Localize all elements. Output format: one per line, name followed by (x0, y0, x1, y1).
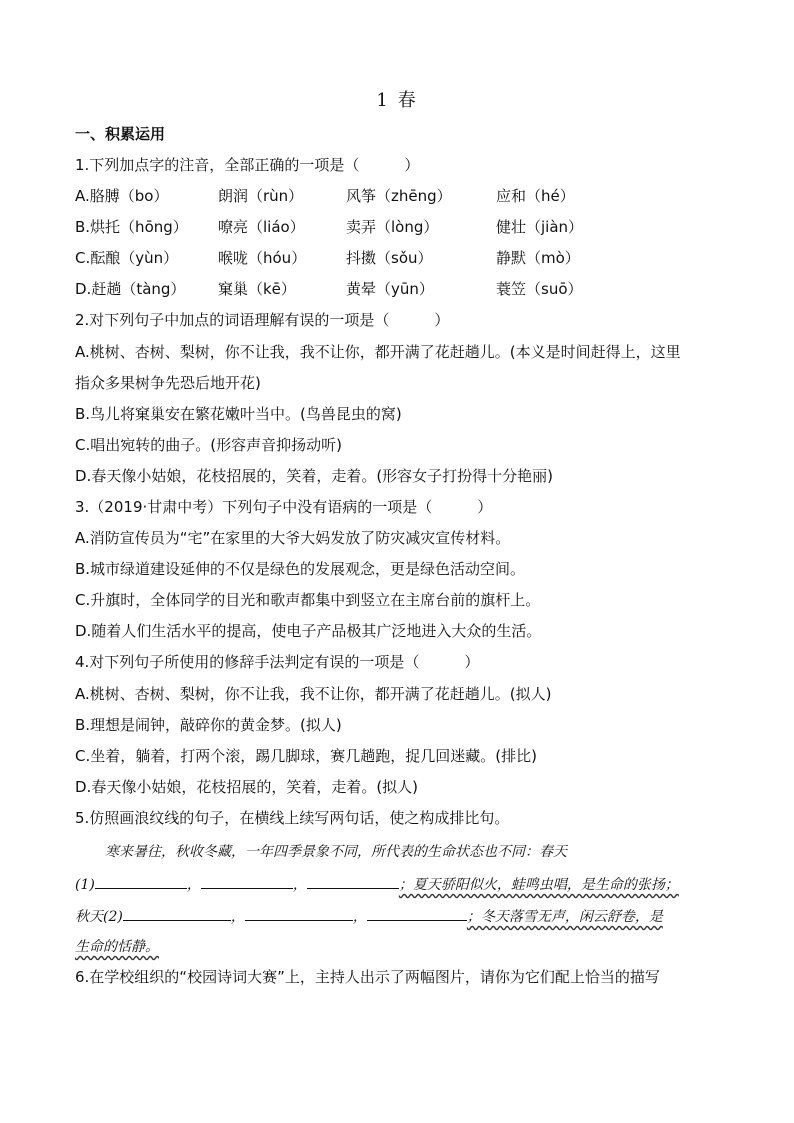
comma: ， (186, 877, 201, 893)
q5-passage-line3 (75, 905, 663, 927)
q2-option-c: C.唱出宛转的曲子。(形容声音抑扬动听) (75, 436, 342, 454)
q5-passage-line2 (75, 873, 679, 895)
q2-option-b: B.鸟儿将窠巢安在繁花嫩叶当中。(鸟兽昆虫的窝) (75, 405, 402, 423)
q5-blank-2-label: 秋天(2) (75, 909, 123, 925)
q1-option-a-2: 朗润（rùn） (218, 187, 304, 205)
q3-option-a: A.消防宣传员为“宅”在家里的大爷大妈发放了防灾减灾宣传材料。 (75, 529, 511, 547)
q2-option-a-line1: A.桃树、杏树、梨树，你不让我，我不让你，都开满了花赶趟儿。(本义是时间赶得上，这里 (75, 343, 681, 361)
q4-option-d: D.春天像小姑娘，花枝招展的，笑着，走着。(拟人) (75, 778, 419, 796)
q1-option-a-1: A.胳膊（bo） (75, 187, 169, 205)
answer-blank-2a[interactable] (123, 905, 231, 921)
q2-option-d: D.春天像小姑娘，花枝招展的，笑着，走着。(形容女子打扮得十分艳丽) (75, 467, 554, 485)
q1-option-a-4: 应和（hé） (496, 187, 575, 205)
question-2-stem: 2.对下列句子中加点的词语理解有误的一项是（ ） (75, 311, 450, 329)
q1-option-a-3: 风筝（zhēng） (346, 187, 452, 205)
q3-option-d: D.随着人们生活水平的提高，使电子产品极其广泛地进入大众的生活。 (75, 622, 542, 640)
q1-option-b-1: B.烘托（hōng） (75, 218, 188, 236)
q1-option-d-2: 窠巢（kē） (218, 280, 296, 298)
q2-option-a-line2: 指众多果树争先恐后地开花) (75, 374, 261, 392)
answer-blank-2c[interactable] (367, 905, 467, 921)
q1-option-d-4: 蓑笠（suō） (496, 280, 583, 298)
q1-option-d-3: 黄晕（yūn） (346, 280, 434, 298)
q1-option-c-1: C.酝酿（yùn） (75, 249, 179, 267)
question-1-stem: 1.下列加点字的注音，全部正确的一项是（ ） (75, 156, 420, 174)
q3-option-b: B.城市绿道建设延伸的不仅是绿色的发展观念，更是绿色活动空间。 (75, 560, 526, 578)
answer-blank-1b[interactable] (201, 873, 293, 889)
q4-option-b: B.理想是闹钟，敲碎你的黄金梦。(拟人) (75, 716, 342, 734)
q1-option-c-3: 抖擞（sǒu） (346, 249, 433, 267)
q5-blank-1-label: (1) (75, 877, 95, 893)
q1-option-b-3: 卖弄（lòng） (346, 218, 439, 236)
q1-option-b-2: 嘹亮（liáo） (218, 218, 305, 236)
answer-blank-2b[interactable] (245, 905, 353, 921)
q4-option-c: C.坐着，躺着，打两个滚，踢几脚球，赛几趟跑，捉几回迷藏。(排比) (75, 747, 537, 765)
q1-option-d-1: D.赶趟（tàng） (75, 280, 186, 298)
wavy-underlined-model-sentence: ；夏天骄阳似火，蛙鸣虫唱，是生命的张扬； (398, 877, 679, 893)
answer-blank-1c[interactable] (307, 873, 399, 889)
q1-option-c-2: 喉咙（hóu） (218, 249, 307, 267)
q3-option-c: C.升旗时，全体同学的目光和歌声都集中到竖立在主席台前的旗杆上。 (75, 591, 541, 609)
wavy-underlined-model-sentence-3: 生命的恬静。 (75, 939, 159, 955)
comma: ， (352, 909, 367, 925)
question-6-stem: 6.在学校组织的“校园诗词大赛”上，主持人出示了两幅图片，请你为它们配上恰当的描写 (75, 968, 660, 986)
answer-blank-1a[interactable] (95, 873, 187, 889)
q5-passage-line1: 寒来暑往，秋收冬藏，一年四季景象不同，所代表的生命状态也不同：春天 (105, 844, 567, 860)
section-heading: 一、积累运用 (75, 125, 166, 143)
q1-option-b-4: 健壮（jiàn） (496, 218, 584, 236)
question-4-stem: 4.对下列句子所使用的修辞手法判定有误的一项是（ ） (75, 653, 480, 671)
question-3-stem: 3.（2019·甘肃中考）下列句子中没有语病的一项是（ ） (75, 498, 493, 516)
q4-option-a: A.桃树、杏树、梨树，你不让我，我不让你，都开满了花赶趟儿。(拟人) (75, 685, 552, 703)
wavy-underlined-model-sentence-2: ；冬天落雪无声，闲云舒卷，是 (466, 909, 663, 925)
comma: ， (230, 909, 245, 925)
q5-passage-line4 (75, 937, 159, 957)
comma: ， (292, 877, 307, 893)
page-title: 1 春 (376, 90, 418, 111)
q1-option-c-4: 静默（mò） (496, 249, 580, 267)
question-5-stem: 5.仿照画浪纹线的句子，在横线上续写两句话，使之构成排比句。 (75, 809, 510, 827)
